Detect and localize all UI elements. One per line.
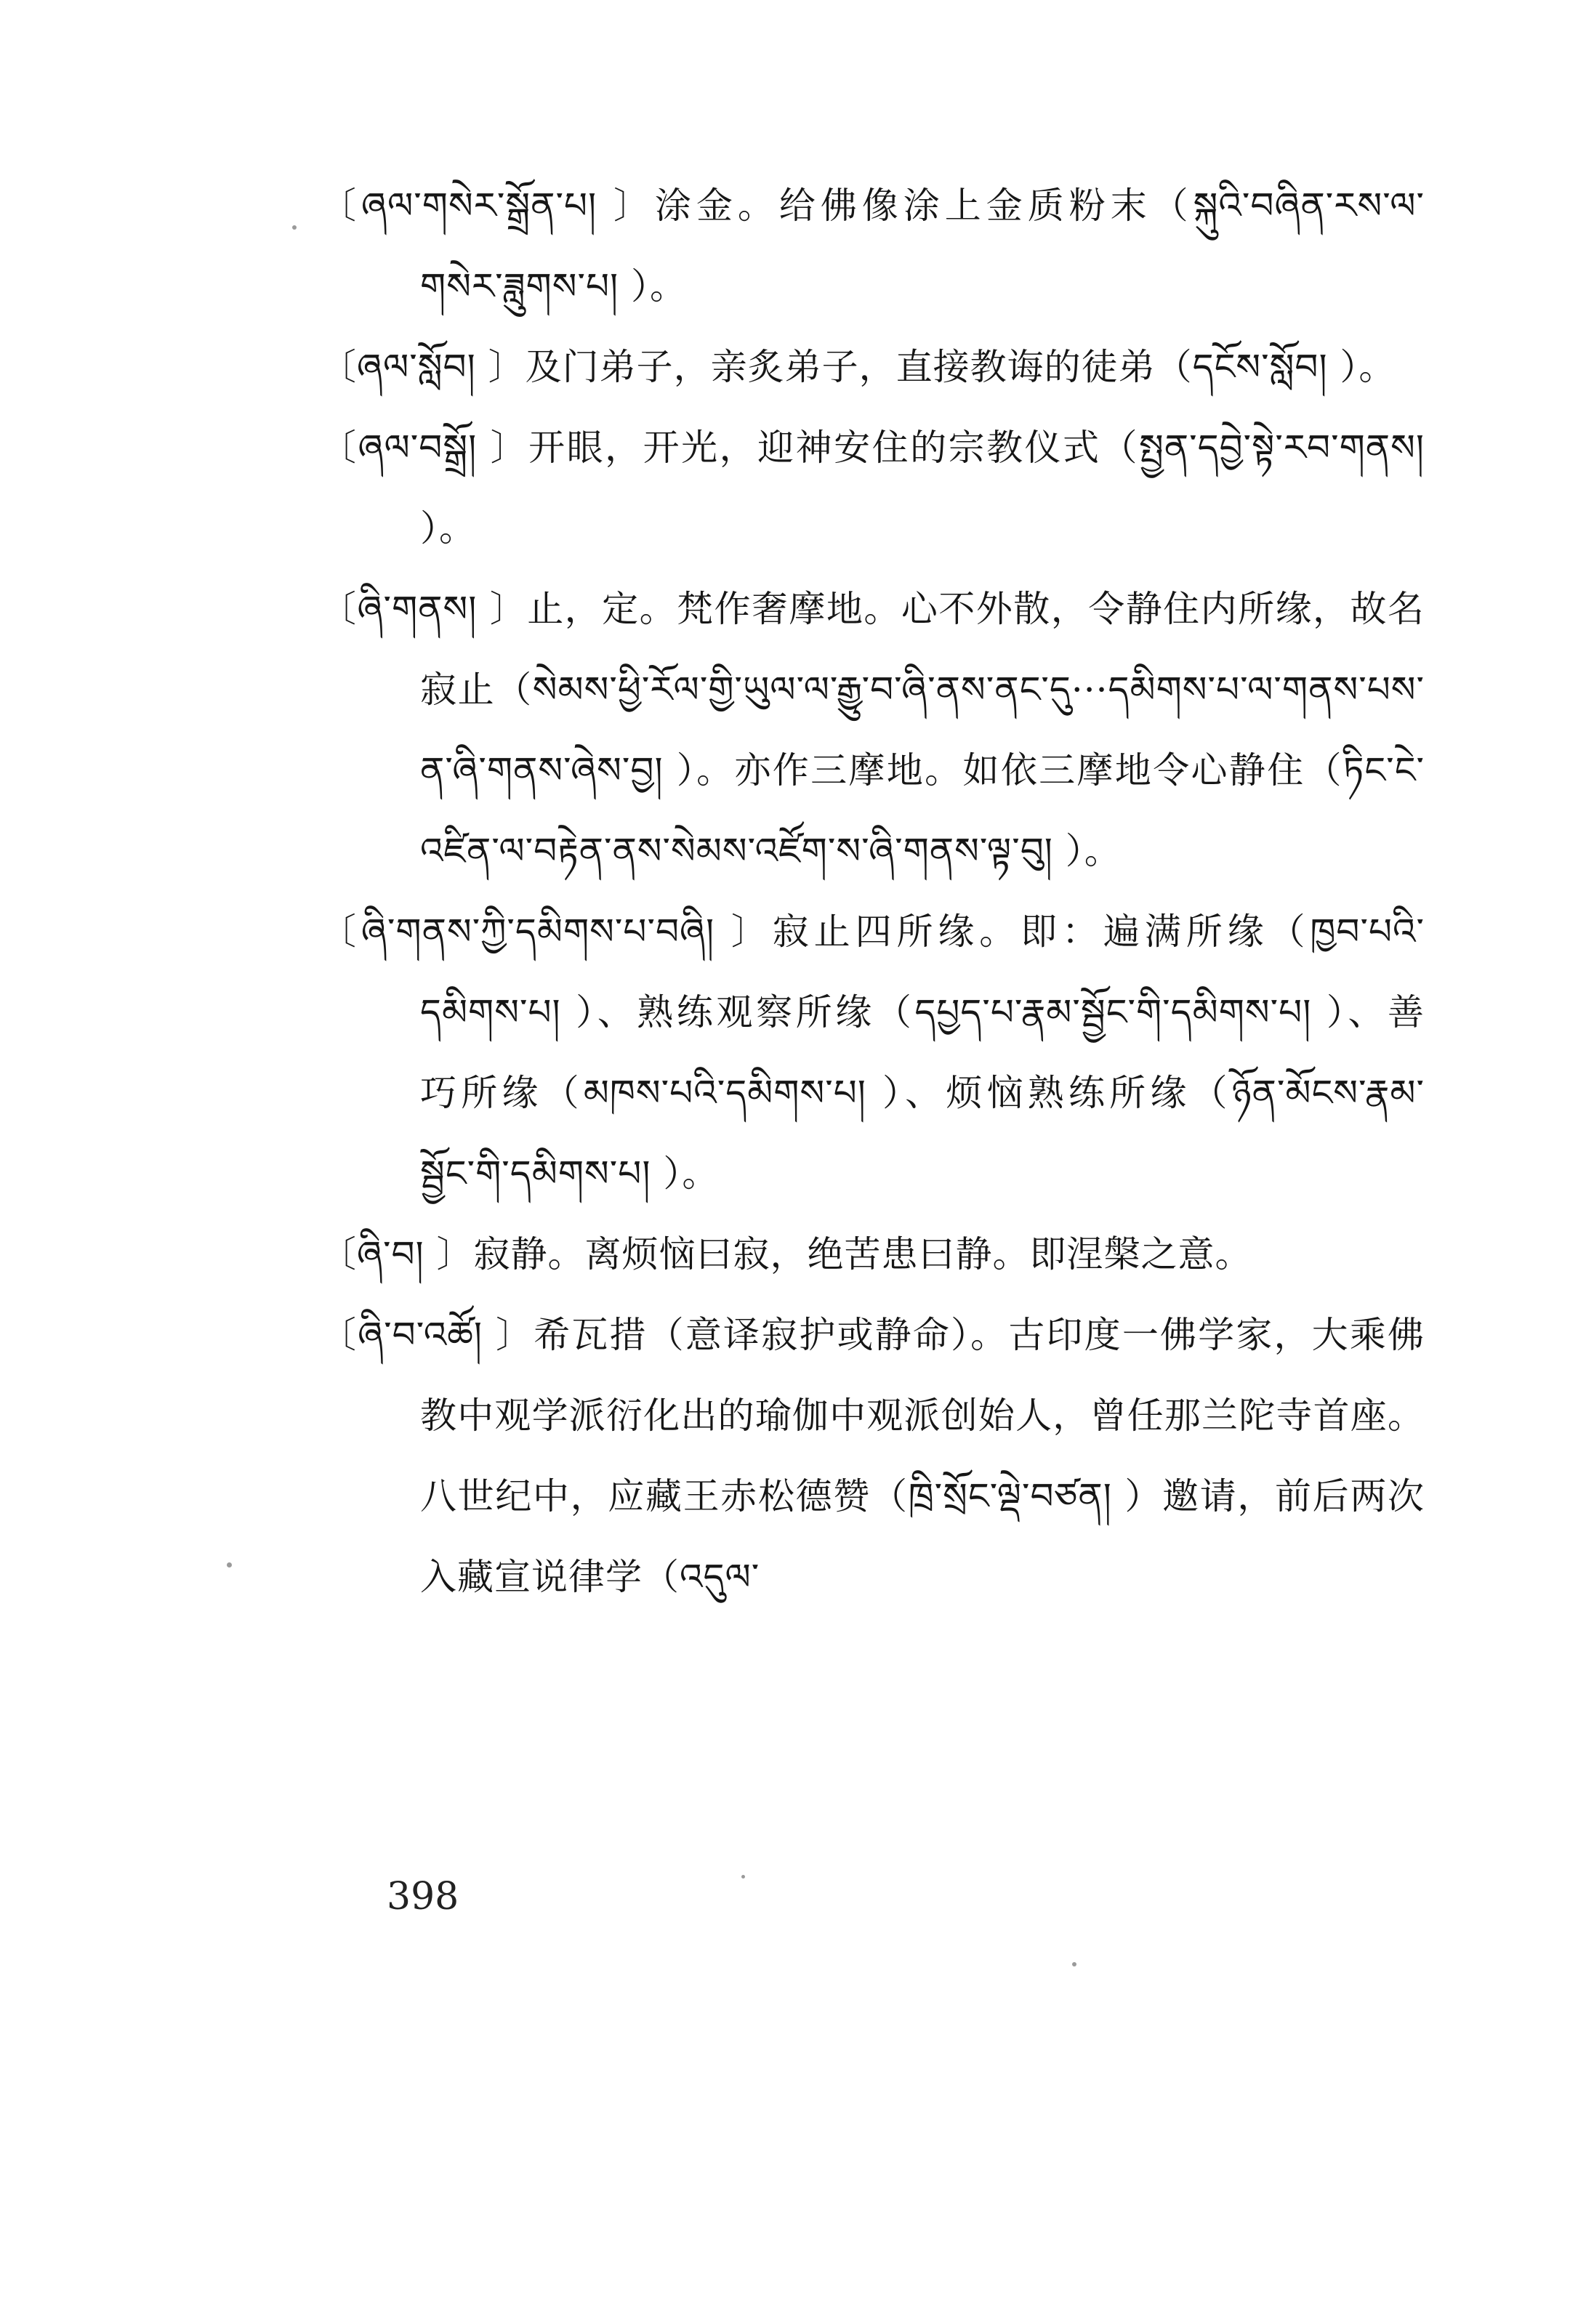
entry-body: 开眼，开光，迎神安住的宗教仪式（སྤྱན་དབྱེ་སྟེ་རབ་གནས། ）。 (420, 427, 1425, 549)
dictionary-entry (320, 327, 1425, 408)
entry-headword: 〔ཞི་བ། 〕 (320, 1233, 474, 1275)
scan-speck (1072, 1962, 1076, 1966)
entry-headword: 〔ཞལ་གསེར་སྒྲོན་པ། 〕 (320, 185, 655, 227)
entry-headword: 〔ཞི་བ་འཚོ། 〕 (320, 1314, 534, 1356)
entry-body: 寂止四所缘。即：遍满所缘（ཁྱབ་པའི་དམིགས་པ། ）、熟练观察所缘（དཔྱད་པ་རྣམ་སྦྱོང་གི་དམིགས་པ། ）、善巧所缘（མཁས་པའི་དམིགས་པ། ）、烦恼熟练所缘（ཉོན་མོངས་རྣམ་སྦྱོང་གི་དམིགས་པ། ）。 (420, 911, 1425, 1195)
scan-speck (741, 1875, 745, 1879)
page-number: 398 (387, 1875, 459, 1918)
scan-speck (292, 225, 297, 230)
scan-speck (227, 1562, 232, 1568)
entry-list (320, 166, 1425, 1618)
entry-body: 及门弟子，亲炙弟子，直接教诲的徒弟（དངོས་སློབ། ）。 (525, 346, 1396, 388)
entry-headword: 〔ཞི་གནས་ཀྱི་དམིགས་པ་བཞི། 〕 (320, 911, 773, 953)
dictionary-entry (320, 892, 1425, 1214)
entry-body: 涂金。给佛像涂上金质粉末（སྐུའི་བཞིན་རས་ལ་གསེར་ཟླུགས་པ། ）。 (420, 185, 1425, 307)
dictionary-entry (320, 569, 1425, 892)
entry-body: 希瓦措（意译寂护或静命）。古印度一佛学家，大乘佛教中观学派衍化出的瑜伽中观派创始人，曾任那兰陀寺首座。八世纪中，应藏王赤松德赞（ཁྲི་སྲོང་ལྡེ་བཙན། ）邀请，前后两次入藏宣说律学（འདུལ་ (420, 1314, 1425, 1598)
dictionary-entry (320, 408, 1425, 569)
entry-headword: 〔ཞལ་བསྒྲོ། 〕 (320, 427, 529, 469)
entry-body: 止，定。梵作奢摩地。心不外散，令静住内所缘，故名寂止（སེམས་ཕྱི་རོལ་གྱི་ཡུལ་ལ་རྒྱུ་བ་ཞི་ནས་ནང་དུ···དམིགས་པ་ལ་གནས་པས་ན་ཞི་གནས་ཞེས་བྱ། ）。亦作三摩地。如依三摩地令心静住（ཏིང་ངེ་འཛིན་ལ་བརྟེན་ནས་སེམས་འཛོག་ས་ཞི་གནས་ལྟ་བུ། ）。 (420, 588, 1425, 872)
dictionary-entry (320, 1214, 1425, 1295)
dictionary-entry (320, 166, 1425, 327)
dictionary-entry (320, 1295, 1425, 1618)
entry-headword: 〔ཞི་གནས། 〕 (320, 588, 528, 630)
entry-headword: 〔ཞལ་སློབ། 〕 (320, 346, 526, 388)
entry-body: 寂静。离烦恼曰寂，绝苦患曰静。即涅槃之意。 (473, 1233, 1252, 1275)
